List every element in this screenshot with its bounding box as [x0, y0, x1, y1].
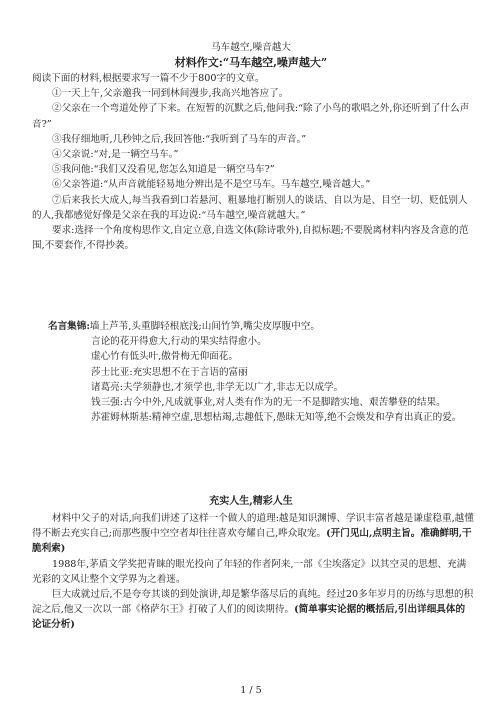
quote-line: 钱三强:古今中外,凡成就事业,对人类有作为的无一不是脚踏实地、艰苦攀登的结果。 — [91, 397, 446, 409]
quote-line: 言论的花开得愈大,行动的果实结得愈小。 — [91, 336, 267, 348]
essay-body — [32, 511, 474, 633]
quote-line: 苏霍姆林斯基:精神空虚,思想枯竭,志趣低下,愚昧无知等,绝不会焕发和孕育出真正的爱。 — [91, 412, 462, 424]
material-item-7: ⑦后来我长大成人,每当我看到口若悬河、粗暴地打断别人的谈话、自以为是、目空一切、贬低别人的人,我都感觉好像是父亲在我的耳边说:“马车越空,噪音就越大。” — [32, 194, 468, 221]
essay-text: 材料中父子的对话,向我们讲述了这样一个做人的道理:越是知识渊博、学识丰富者越是谦虚稳重,越懂得不断去充实自己;而那些腹中空空者却往往喜欢夸耀自己,哗众取宠。 — [32, 513, 474, 540]
essay-annotation: (简单事实论据的概括后,引出详细具体的论证分析) — [32, 604, 466, 631]
material-item-6: ⑥父亲答道:“从声音就能轻易地分辨出是不是空马车。马车越空,噪音越大。” — [52, 179, 371, 191]
requirements-text: 要求:选择一个角度构思作文,自定立意,自选文体(除诗歌外),自拟标题;不要脱离材料内容及含意的范围,不要套作,不得抄袭。 — [32, 225, 469, 252]
running-header: 马车越空,噪音越大 — [211, 42, 291, 53]
material-item-2: ②父亲在一个弯道处停了下来。在短暂的沉默之后,他问我:“除了小鸟的歌唱之外,你还听到了什么声音?” — [32, 103, 470, 130]
quote-line: 莎士比亚:充实思想不在于言语的富丽 — [91, 366, 248, 378]
material-item-4: ④父亲说:“对,是一辆空马车。” — [52, 149, 179, 161]
essay-text: 巨大成就过后,不是夸夸其谈的到处演讲,却是繁华落尽后的真纯。经过20多年岁月的历练与思想的积淀之后,他又一次以一部《格萨尔王》打破了人们的阅读期待。 — [32, 589, 474, 616]
material-item-5: ⑤我问他:“我们又没看见,您怎么知道是一辆空马车?” — [52, 164, 275, 176]
material-item-1: ①一天上午,父亲邀我一同到林间漫步,我高兴地答应了。 — [52, 88, 289, 100]
quote-first-line — [48, 319, 474, 334]
material-section — [32, 71, 474, 253]
essay-title: 充实人生,精彩人生 — [209, 496, 293, 507]
document-title: 材料作文:“马车越空,噪声越大” — [174, 56, 328, 69]
quotes-label: 名言集锦: — [48, 321, 90, 332]
quote-line: 虚心竹有低头叶,傲骨梅无仰面花。 — [91, 351, 238, 363]
page-number: 1 / 5 — [240, 685, 262, 696]
material-item-3: ③我仔细地听,几秒钟之后,我回答他:“我听到了马车的声音。” — [52, 133, 307, 145]
essay-paragraph-3 — [32, 587, 474, 633]
essay-paragraph-1 — [32, 511, 474, 557]
essay-annotation: (开门见山,点明主旨。准确鲜明,干脆利索) — [32, 528, 472, 555]
quote-line: 诸葛亮:夫学须静也,才须学也,非学无以广才,非志无以成学。 — [91, 381, 344, 393]
essay-paragraph-2: 1988年,茅盾文学奖把青睐的眼光投向了年轻的作者阿来,一部《尘埃落定》以其空灵的思想、充满光彩的文风让整个文学界为之着迷。 — [32, 558, 467, 585]
intro-text: 阅读下面的材料,根据要求写一篇不少于800字的文章。 — [32, 73, 265, 84]
quote-text: 墙上芦苇,头重脚轻根底浅;山间竹笋,嘴尖皮厚腹中空。 — [89, 321, 320, 332]
quotes-section — [48, 319, 474, 425]
